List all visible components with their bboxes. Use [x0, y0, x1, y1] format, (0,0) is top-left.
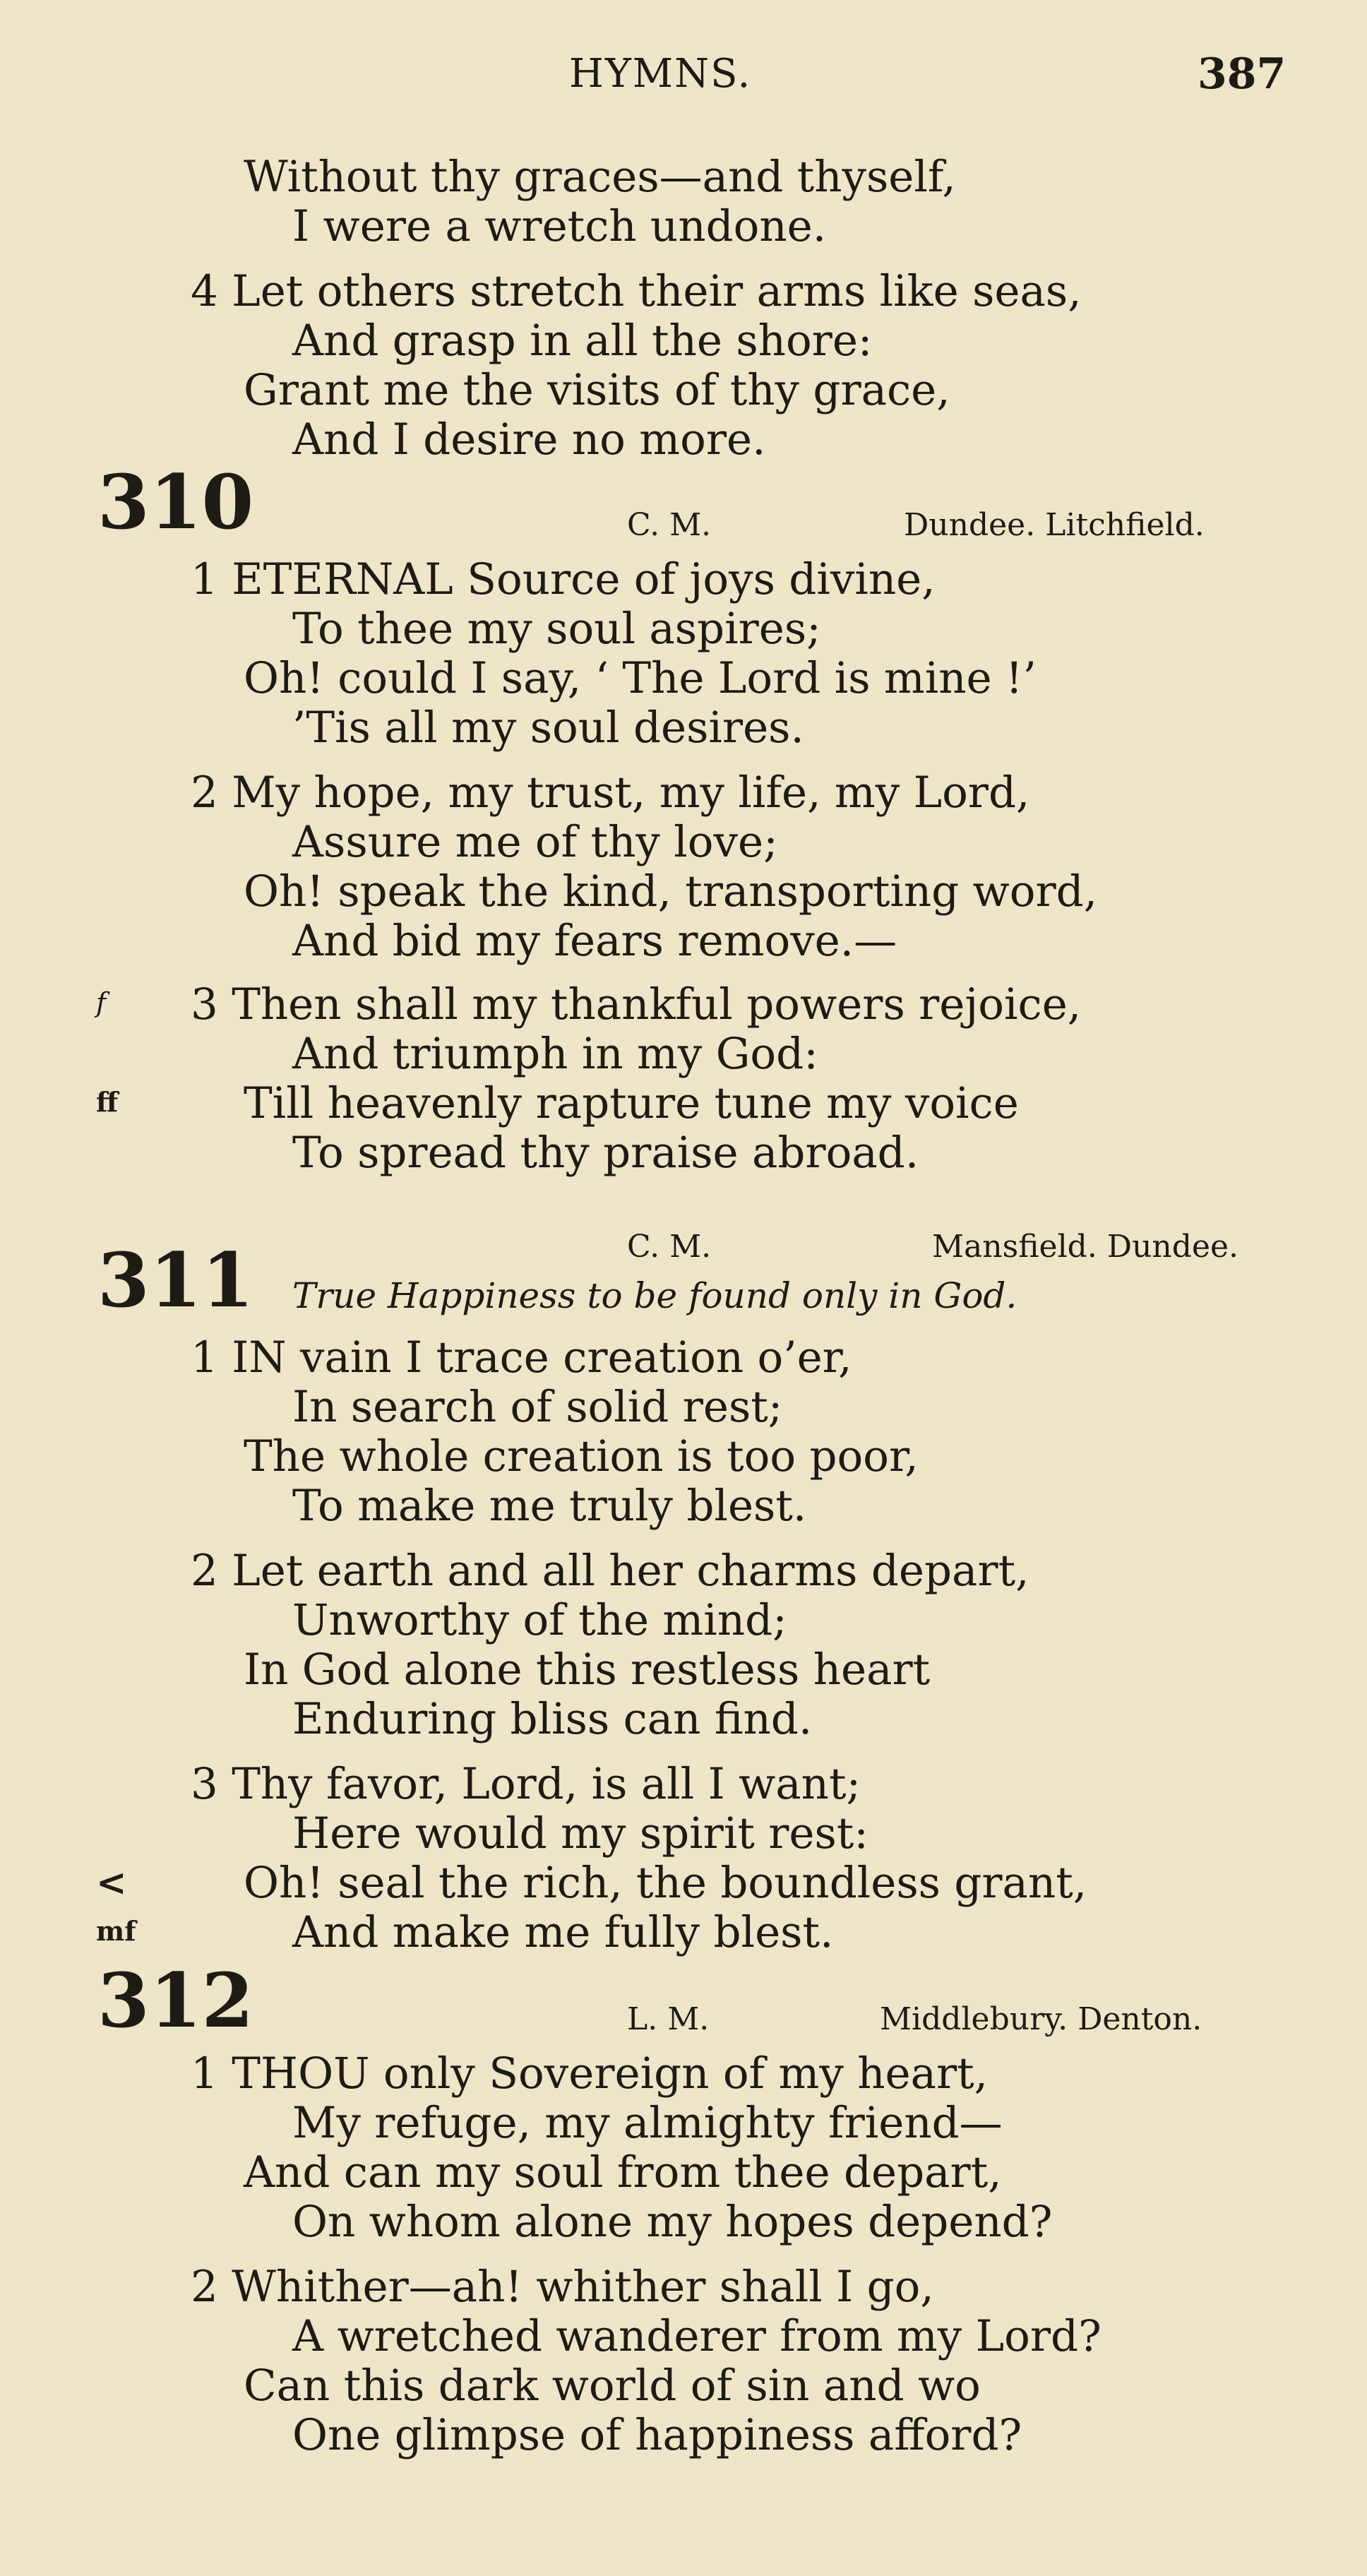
verse-line: 2 My hope, my trust, my life, my Lord,	[191, 768, 1030, 818]
verse-line: And triumph in my God:	[292, 1029, 818, 1079]
verse-line: 1 THOU only Sovereign of my heart,	[191, 2049, 989, 2099]
dynamic-mark: ff	[96, 1086, 119, 1118]
verse-line: ’Tis all my soul desires.	[292, 703, 804, 753]
verse-line: To make me truly blest.	[292, 1481, 807, 1531]
verse-line: To thee my soul aspires;	[292, 604, 821, 654]
verse-line: I were a wretch undone.	[292, 201, 827, 251]
verse-line: Oh! could I say, ‘ The Lord is mine !’	[244, 653, 1037, 703]
verse-line: To spread thy praise abroad.	[292, 1128, 919, 1178]
hymn-tunes: Dundee. Litchfield.	[904, 507, 1205, 543]
crescendo-mark: <	[96, 1861, 127, 1904]
verse-line: The whole creation is too poor,	[244, 1431, 919, 1481]
verse-line: 1 ETERNAL Source of joys divine,	[191, 554, 936, 604]
verse-line: Till heavenly rapture tune my voice	[244, 1078, 1019, 1128]
verse-line: 1 IN vain I trace creation o’er,	[191, 1332, 852, 1383]
hymn-meter: C. M.	[627, 1229, 712, 1265]
hymn-subtitle: True Happiness to be found only in God.	[292, 1275, 1017, 1316]
verse-line: On whom alone my hopes depend?	[292, 2197, 1053, 2247]
verse-line: Grant me the visits of thy grace,	[244, 365, 950, 415]
hymn-meter: L. M.	[627, 2001, 710, 2037]
page-number: 387	[1198, 49, 1287, 99]
verse-line: 2 Whither—ah! whither shall I go,	[191, 2262, 934, 2312]
verse-line: 4 Let others stretch their arms like seas,	[191, 266, 1082, 316]
verse-line: One glimpse of happiness afford?	[292, 2410, 1022, 2460]
dynamic-mark: mf	[96, 1915, 136, 1947]
verse-line: Enduring bliss can find.	[292, 1694, 813, 1744]
hymn-tunes: Mansfield. Dundee.	[932, 1229, 1238, 1265]
verse-line: And make me fully blest.	[292, 1907, 834, 1957]
verse-line: 3 Thy favor, Lord, is all I want;	[191, 1759, 861, 1809]
hymn-number: 310	[97, 458, 254, 546]
running-head: HYMNS.	[569, 51, 752, 97]
hymn-tunes: Middlebury. Denton.	[880, 2001, 1202, 2037]
hymn-number: 311	[97, 1236, 254, 1324]
verse-line: A wretched wanderer from my Lord?	[292, 2311, 1102, 2361]
verse-line: My refuge, my almighty friend—	[292, 2098, 1003, 2148]
verse-line: In search of solid rest;	[292, 1382, 783, 1432]
verse-line: Assure me of thy love;	[292, 817, 778, 867]
verse-line: Can this dark world of sin and wo	[244, 2361, 981, 2411]
verse-line: 3 Then shall my thankful powers rejoice,	[191, 979, 1082, 1030]
verse-line: And grasp in all the shore:	[292, 316, 873, 366]
verse-line: Here would my spirit rest:	[292, 1808, 868, 1859]
verse-line: And bid my fears remove.—	[292, 916, 897, 966]
verse-line: And I desire no more.	[292, 415, 766, 465]
verse-line: Oh! seal the rich, the boundless grant,	[244, 1858, 1087, 1908]
dynamic-mark: f	[96, 987, 107, 1018]
verse-line: And can my soul from thee depart,	[244, 2147, 1002, 2198]
verse-line: 2 Let earth and all her charms depart,	[191, 1546, 1029, 1596]
hymn-number: 312	[97, 1956, 254, 2044]
verse-line: Oh! speak the kind, transporting word,	[244, 866, 1098, 917]
verse-line: In God alone this restless heart	[244, 1645, 931, 1695]
verse-line: Unworthy of the mind;	[292, 1595, 787, 1645]
hymn-meter: C. M.	[627, 507, 712, 543]
verse-line: Without thy graces—and thyself,	[244, 152, 956, 202]
